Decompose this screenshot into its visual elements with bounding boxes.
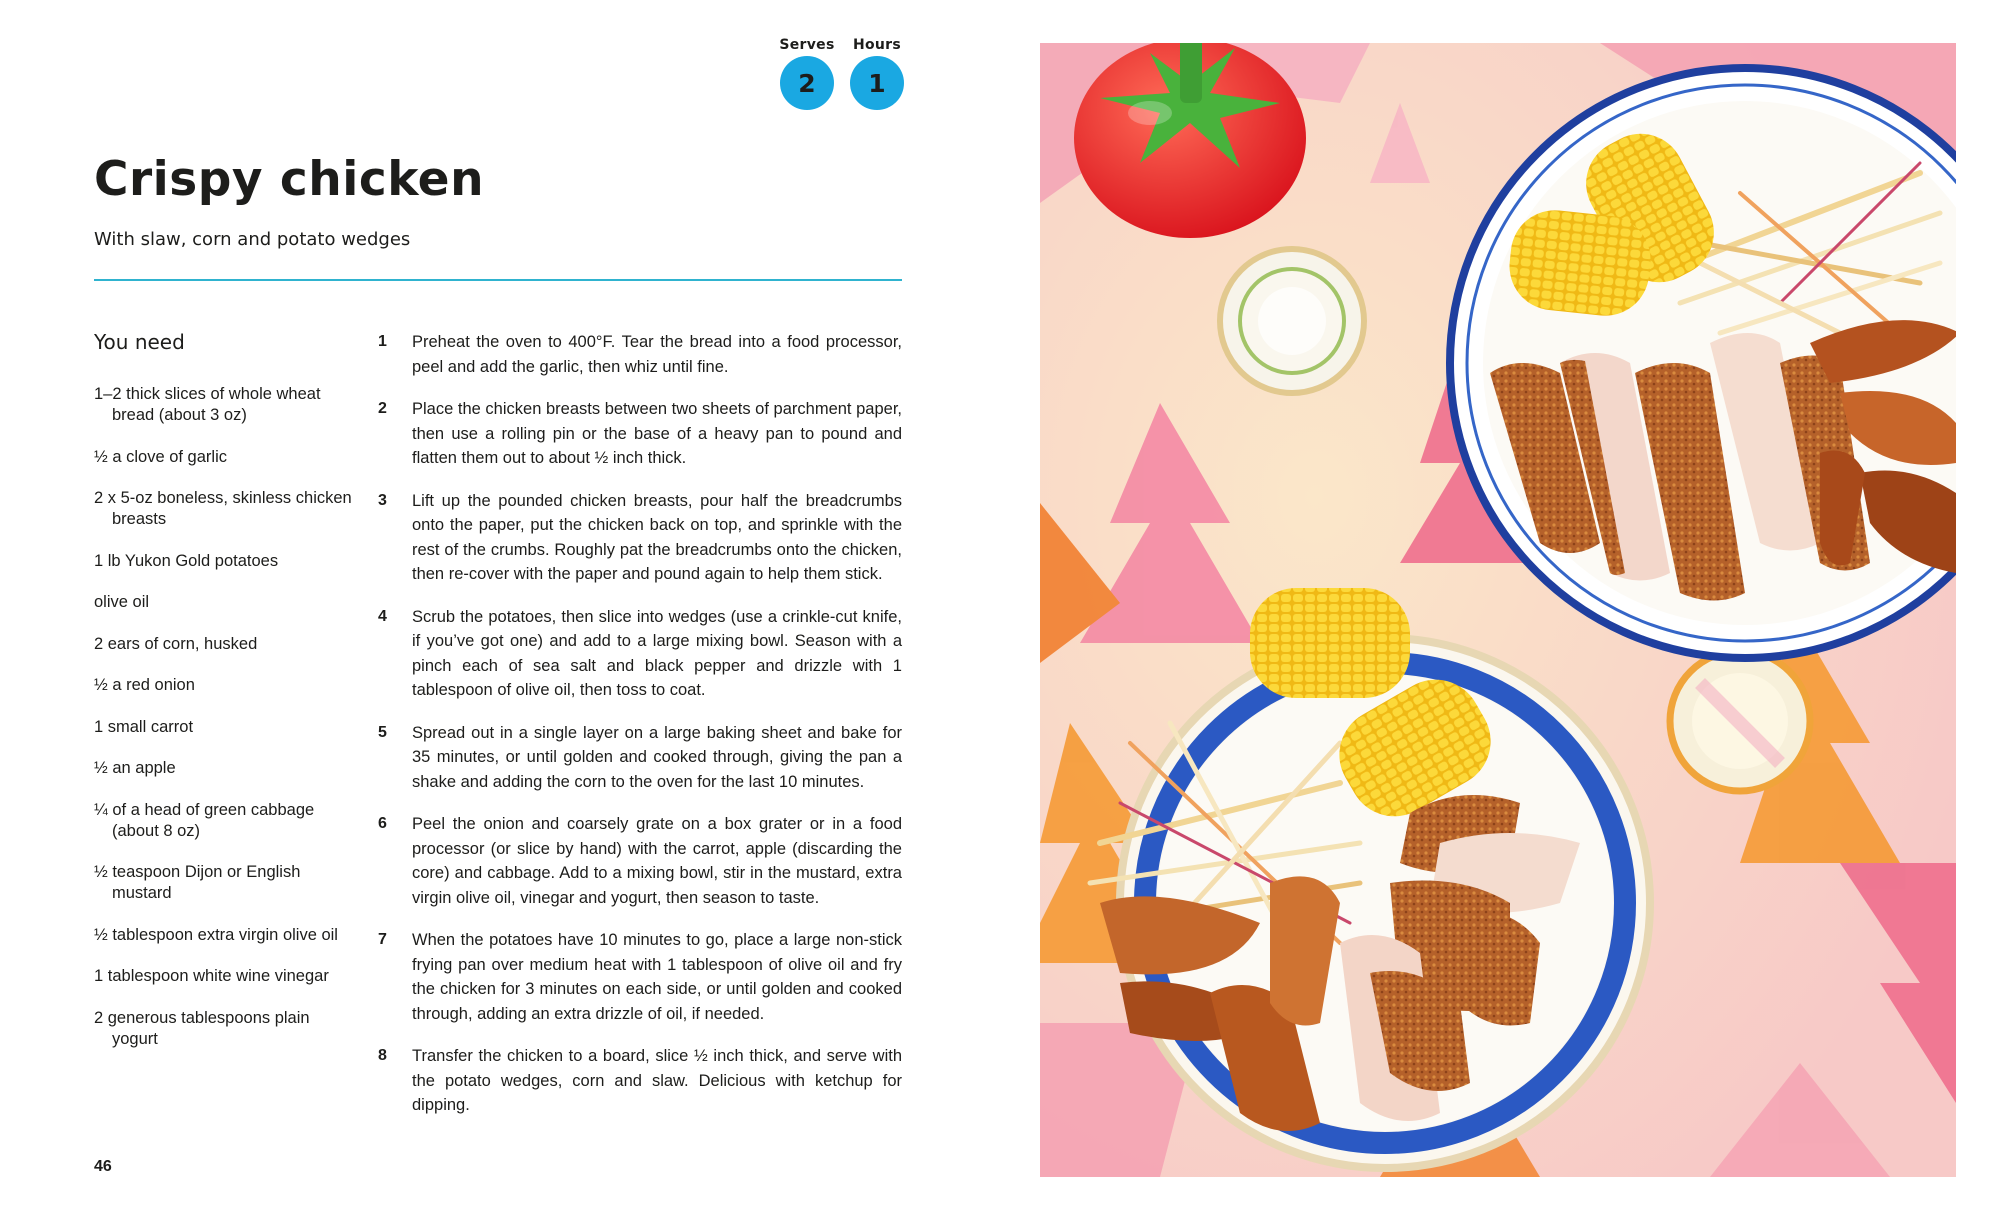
step-text: Place the chicken breasts between two sheets of parchment paper, then use a rolling pin or the base of a heavy pan to pound and flatten them out to about ½ inch thick.	[412, 400, 902, 467]
ingredient-item: ½ a clove of garlic	[94, 447, 227, 466]
recipe-subtitle: With slaw, corn and potato wedges	[94, 229, 411, 250]
method-step	[378, 397, 902, 471]
step-text: Peel the onion and coarsely grate on a box grater or in a food processor (or slice by hand) with the carrot, apple (discarding the core) and cabbage. Add to a mixing bowl, stir in the mustard, extra virgin olive oil, vinegar and yogurt, then season to taste.	[412, 815, 902, 907]
ingredient-item: 1–2 thick slices of whole wheat bread (about 3 oz)	[94, 385, 321, 424]
method-step	[378, 330, 902, 379]
ingredient-item: 1 tablespoon white wine vinegar	[94, 967, 329, 985]
ingredient-item: ¼ of a head of green cabbage (about 8 oz)	[94, 800, 315, 840]
serves-label: Serves	[779, 37, 835, 53]
ingredient-item: ½ tablespoon extra virgin olive oil	[94, 925, 338, 944]
step-number: 4	[378, 607, 387, 625]
ingredient-item: 2 x 5-oz boneless, skinless chicken breasts	[94, 489, 352, 528]
method-step	[378, 928, 902, 1026]
title-divider	[94, 279, 902, 281]
step-text: Preheat the oven to 400°F. Tear the bread into a food processor, peel and add the garlic, then whiz until fine.	[412, 333, 902, 376]
ingredient-item: olive oil	[94, 593, 150, 611]
ingredient-item: 1 small carrot	[94, 717, 194, 736]
step-number: 6	[378, 815, 387, 832]
ingredient-item: ½ an apple	[94, 759, 176, 777]
page-number: 46	[94, 1158, 112, 1175]
step-text: Lift up the pounded chicken breasts, pour half the breadcrumbs onto the paper, put the chicken back on top, and sprinkle with the rest of the crumbs. Roughly pat the breadcrumbs onto the chicken, then re-cover with the paper and pound again to help them stick.	[412, 491, 902, 583]
ingredient-item: ½ a red onion	[94, 676, 195, 694]
ingredient-item: 2 ears of corn, husked	[94, 634, 258, 653]
step-number: 8	[378, 1047, 387, 1064]
step-number: 7	[378, 931, 387, 948]
step-number: 1	[378, 333, 387, 350]
food-illustration	[1040, 43, 1956, 1177]
step-number: 2	[378, 400, 387, 417]
step-number: 3	[378, 491, 387, 509]
ingredients-heading: You need	[94, 330, 185, 354]
step-text: Spread out in a single layer on a large baking sheet and bake for 35 minutes, or until golden and cooked through, giving the pan a shake and adding the corn to the oven for the last 10 minutes.	[412, 723, 902, 791]
step-text: Transfer the chicken to a board, slice ½ inch thick, and serve with the potato wedges, corn and slaw. Delicious with ketchup for dipping.	[412, 1047, 902, 1114]
drinking-glass	[1670, 651, 1810, 791]
step-number: 5	[378, 723, 387, 741]
recipe-photo	[1040, 43, 1956, 1177]
ketchup-bottle	[1074, 43, 1306, 238]
method-step	[378, 489, 902, 587]
method-step	[378, 812, 902, 910]
serves-value: 2	[780, 56, 834, 110]
hours-badge	[850, 36, 904, 110]
ingredients-list	[94, 384, 354, 1070]
ingredient-item: 1 lb Yukon Gold potatoes	[94, 551, 279, 570]
ingredient-item: ½ teaspoon Dijon or English mustard	[94, 863, 301, 902]
recipe-title: Crispy chicken	[94, 152, 485, 207]
step-text: When the potatoes have 10 minutes to go, place a large non-stick frying pan over medium heat with 1 tablespoon of olive oil and fry the chicken for 3 minutes on each side, or until golden and cooked through, adding an extra drizzle of oil, if needed.	[412, 931, 902, 1023]
serves-badge	[780, 36, 834, 110]
hours-value: 1	[850, 56, 904, 110]
ingredient-item: 2 generous tablespoons plain yogurt	[94, 1008, 310, 1048]
step-text: Scrub the potatoes, then slice into wedges (use a crinkle-cut knife, if you’ve got one) and add to a large mixing bowl. Season with a pinch each of sea salt and black pepper and drizzle with 1 tablespoon of olive oil, then toss to coat.	[412, 607, 902, 699]
drinking-glass	[1220, 249, 1364, 393]
corn-cob	[1250, 588, 1410, 698]
method-step	[378, 605, 902, 703]
hours-label: Hours	[852, 37, 902, 53]
method-step	[378, 721, 902, 795]
method-steps	[378, 330, 902, 1136]
method-step	[378, 1044, 902, 1118]
recipe-badges	[780, 36, 904, 110]
